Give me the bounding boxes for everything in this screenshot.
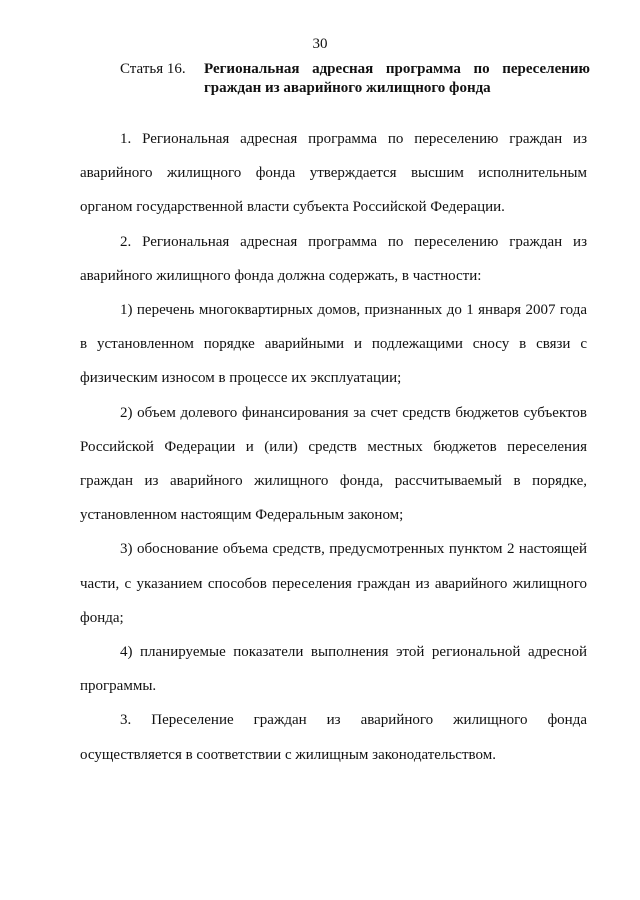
article-title-line-1: Региональная адресная программа по переселению	[204, 61, 590, 77]
article-heading	[120, 60, 590, 98]
list-item-3: 3) обоснование объема средств, предусмотренных пунктом 2 настоящей части, с указанием способов переселения граждан из аварийного жилищного фонда;	[80, 541, 587, 626]
page-number: 30	[312, 36, 328, 52]
paragraph-part-1: 1. Региональная адресная программа по переселению граждан из аварийного жилищного фонда утверждается высшим исполнительным органом государственной власти субъекта Российской Федерации.	[80, 131, 587, 216]
article-title-line-2: граждан из аварийного жилищного фонда	[204, 80, 491, 96]
article-body	[80, 122, 587, 772]
list-item-4: 4) планируемые показатели выполнения этой региональной адресной программы.	[80, 644, 587, 695]
paragraph-part-2: 2. Региональная адресная программа по переселению граждан из аварийного жилищного фонда должна содержать, в частности:	[80, 233, 587, 284]
list-item-2: 2) объем долевого финансирования за счет средств бюджетов субъектов Российской Федерации и (или) средств местных бюджетов переселения граждан из аварийного жилищного фонда, рассчитываемый в порядке, установленном настоящим Федеральным законом;	[80, 404, 587, 524]
article-label: Статья 16.	[120, 61, 186, 77]
paragraph-part-3: 3. Переселение граждан из аварийного жилищного фонда осуществляется в соответствии с жилищным законодательством.	[80, 712, 587, 763]
list-item-1: 1) перечень многоквартирных домов, признанных до 1 января 2007 года в установленном порядке аварийными и подлежащими сносу в связи с физическим износом в процессе их эксплуатации;	[80, 302, 587, 387]
article-title	[204, 60, 590, 98]
